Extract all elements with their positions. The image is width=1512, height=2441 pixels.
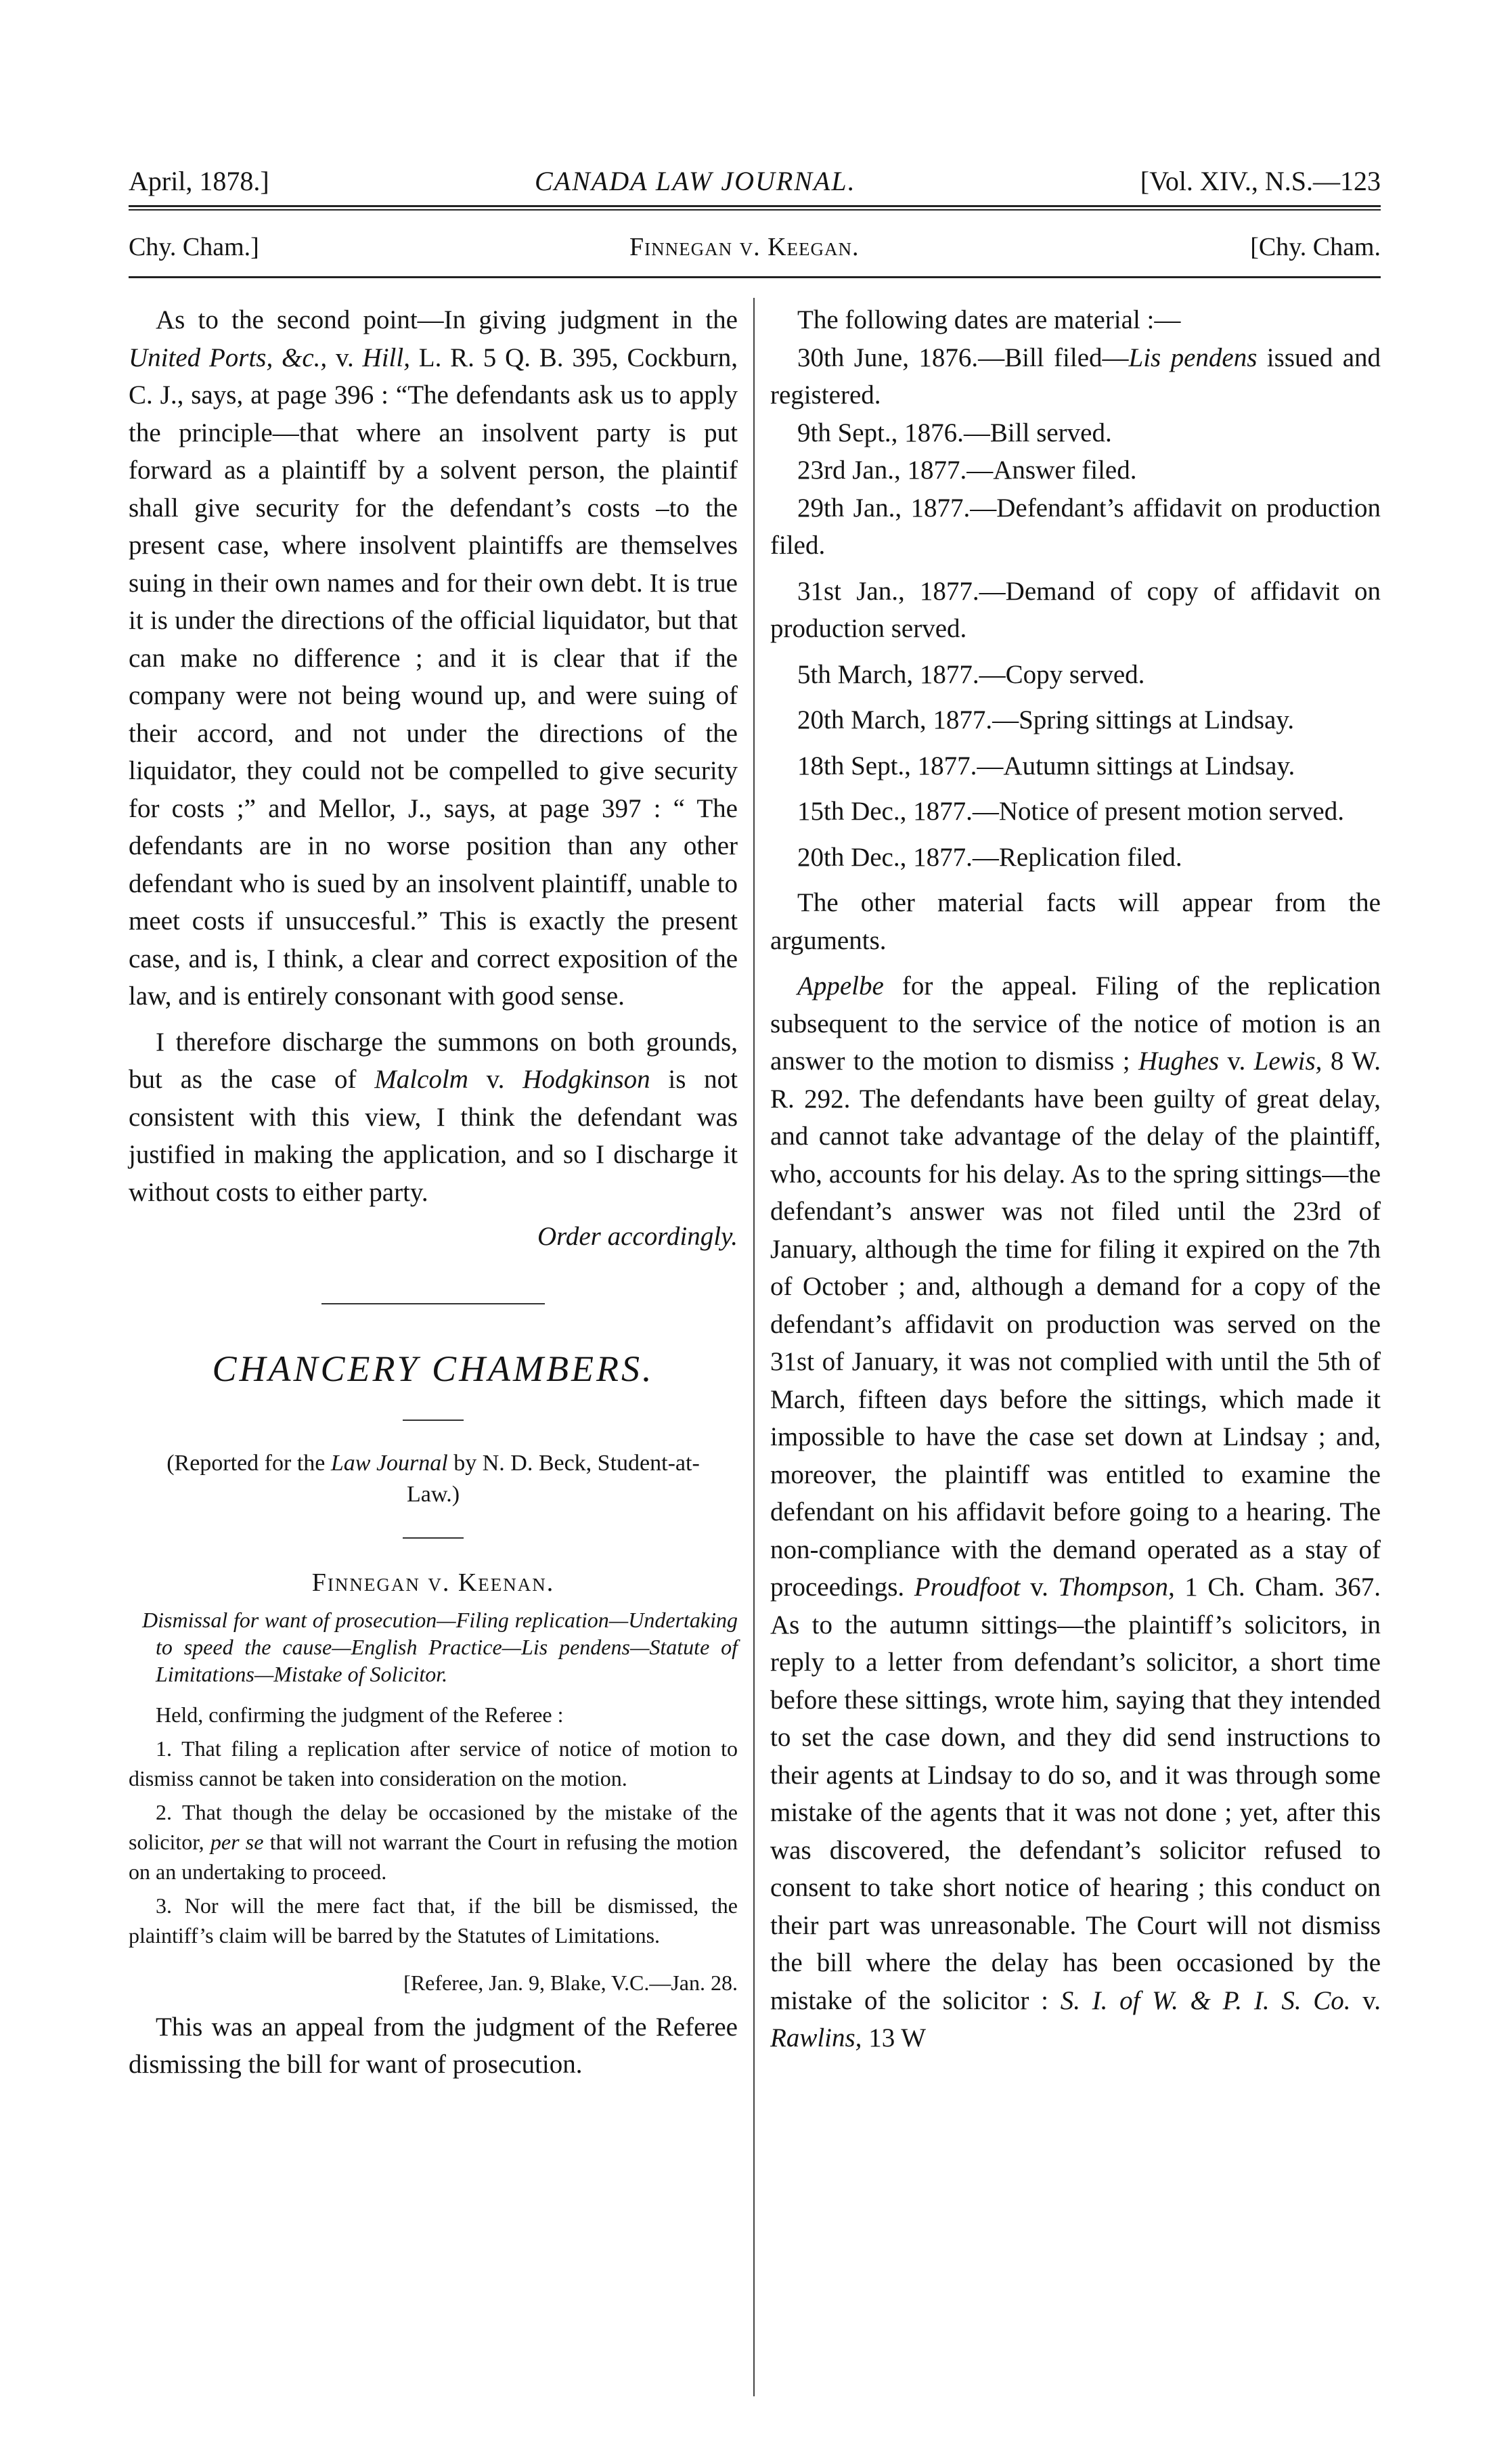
order-line: Order accordingly. (537, 1222, 738, 1251)
date-entry: 9th Sept., 1876.—Bill served. (797, 418, 1112, 447)
left-column (129, 301, 738, 2084)
volume-page: [Vol. XIV., N.S.—123 (1140, 166, 1381, 196)
header-date: April, 1878.] (129, 166, 269, 196)
journal-title: CANADA LAW JOURNAL. (535, 166, 856, 196)
dates-intro: The following dates are material :— (797, 305, 1181, 334)
date-entry: 15th Dec., 1877.—Notice of present motion served. (797, 797, 1344, 826)
date-entry: 30th June, 1876.—Bill filed—Lis pendens issued and registered. (770, 343, 1381, 410)
citation-line: [Referee, Jan. 9, Blake, V.C.—Jan. 28. (403, 1970, 738, 1995)
column-divider (753, 298, 755, 2396)
holding-3: 3. Nor will the mere fact that, if the bill be dismissed, the plaintiff’s claim will be barred by the Statutes of Limitations. (129, 1893, 738, 1948)
reporter-line: (Reported for the Law Journal by N. D. Beck, Student-at-Law.) (166, 1450, 700, 1507)
court-left: Chy. Cham.] (129, 233, 259, 261)
argument-paragraph: Appelbe for the appeal. Filing of the replication subsequent to the service of the notice of motion is an answer to the motion to dismiss ; Hughes v. Lewis, 8 W. R. 292. The defendants have been guilty of great delay, and cannot take advantage of the delay of the plaintiff, who, accounts for his delay. As to the spring sittings—the defendant’s answer was not filed until the 23rd of January, although the time for filing it expired on the 7th of October ; and, although a demand for a copy of the defendant’s affidavit on production was served on the 31st of January, it was not complied with until the 5th of March, fifteen days before the sittings, which made it impossible to have the case set down at Lindsay ; and, moreover, the plaintiff was entitled to examine the defendant on his affidavit before going to a hearing. The non-compliance with the demand operated as a stay of proceedings. Proudfoot v. Thompson, 1 Ch. Cham. 367. As to the autumn sittings—the plaintiff’s solicitors, in reply to a letter from defendant’s solicitor, a short time before these sittings, wrote him, saying that they intended to set the case down, and they did send instructions to their agents at Lindsay to do so, and it was through some mistake of the agents that it was not done ; yet, after this was discovered, the defendant’s solicitor refused to consent to take short notice of hearing ; this conduct on their part was unreasonable. The Court will not dismiss the bill where the delay has been occasioned by the mistake of the solicitor : S. I. of W. & P. I. S. Co. v. Rawlins, 13 W (770, 971, 1381, 2052)
right-column (770, 301, 1381, 2057)
date-entry: 5th March, 1877.—Copy served. (797, 659, 1145, 689)
other-facts: The other material facts will appear from the arguments. (770, 888, 1381, 955)
section-title: CHANCERY CHAMBERS. (212, 1348, 654, 1389)
paragraph-second-point: As to the second point—In giving judgment in the United Ports, &c., v. Hill, L. R. 5 Q. B. 395, Cockburn, C. J., says, at page 396 : “The defendants ask us to apply the principle—that where an insolvent party is put forward as a plaintiff by a solvent person, the plaintif shall give security for the defendant’s costs –to the present case, where insolvent plaintiffs are themselves suing in their own names and for their own debt. It is true it is under the directions of the official liquidator, but that can make no difference ; and it is clear that if the company were not being wound up, and were suing of their accord, and not under the directions of the liquidator, they could not be compelled to give security for costs ;” and Mellor, J., says, at page 397 : “ The defendants are in no worse position than any other defendant who is sued by an insolvent plaintiff, unable to meet costs if unsuccesful.” This is exactly the present case, and is, I think, a clear and correct exposition of the law, and is entirely consonant with good sense. (129, 305, 738, 1011)
date-entry: 29th Jan., 1877.—Defendant’s affidavit on production filed. (770, 493, 1381, 560)
title-rule (403, 1420, 464, 1421)
date-entry: 20th Dec., 1877.—Replication filed. (797, 842, 1182, 872)
section-separator (321, 1303, 545, 1304)
running-header (129, 161, 1381, 202)
case-header (129, 227, 1381, 267)
header-rule (129, 276, 1381, 278)
date-entry: 18th Sept., 1877.—Autumn sittings at Lindsay. (797, 751, 1295, 780)
reporter-rule (403, 1537, 464, 1539)
date-entry: 31st Jan., 1877.—Demand of copy of affidavit on production served. (770, 576, 1381, 643)
held-line: Held, confirming the judgment of the Referee : (156, 1702, 564, 1727)
case-name-header: Finnegan v. Keegan. (629, 233, 860, 261)
case-title: Finnegan v. Keenan. (311, 1568, 555, 1597)
header-double-rule (129, 205, 1381, 211)
paragraph-discharge: I therefore discharge the summons on both grounds, but as the case of Malcolm v. Hodgkinson is not consistent with this view, I think the defendant was justified in making the application, and so I discharge it without costs to either party. (129, 1027, 738, 1207)
holding-2: 2. That though the delay be occasioned by the mistake of the solicitor, per se that will not warrant the Court in refusing the motion on an undertaking to proceed. (129, 1799, 738, 1884)
opening-paragraph: This was an appeal from the judgment of the Referee dismissing the bill for want of prosecution. (129, 2012, 738, 2079)
headnote: Dismissal for want of prosecution—Filing replication—Undertaking to speed the cause—English Practice—Lis pendens—Statute of Limitations—Mistake of Solicitor. (142, 1607, 738, 1686)
court-right: [Chy. Cham. (1250, 233, 1381, 261)
date-entry: 20th March, 1877.—Spring sittings at Lindsay. (797, 705, 1295, 734)
holding-1: 1. That filing a replication after service of notice of motion to dismiss cannot be taken into consideration on the motion. (129, 1736, 738, 1790)
date-entry: 23rd Jan., 1877.—Answer filed. (797, 456, 1137, 485)
